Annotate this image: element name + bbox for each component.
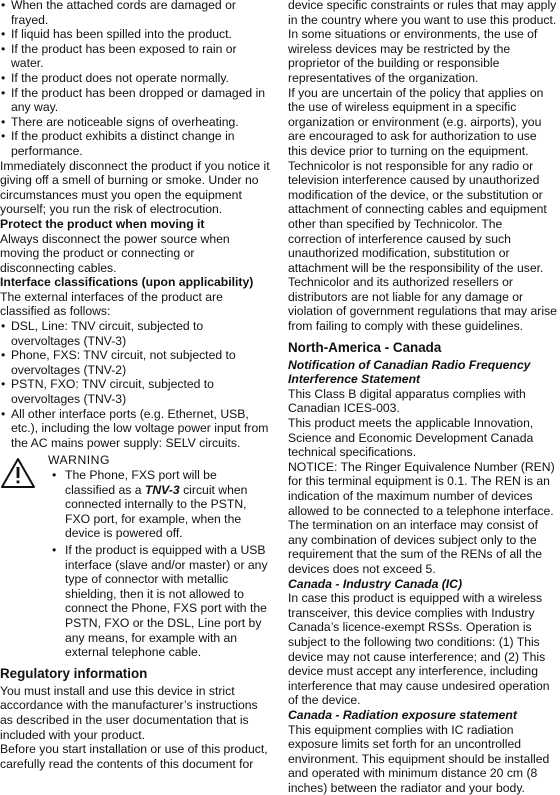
list-item: • If the product is equipped with a USB interface (slave and/or master) or any type of connector with metallic shielding, then it is not allowed to connect the Phone, FXS port with the PSTN, FXO or the DSL, Line port by any means, for example with an external telephone cable. xyxy=(46,543,270,660)
paragraph: NOTICE: The Ringer Equivalence Number (REN) for this terminal equipment is 0.1. The REN is an indication of the maximum number of devices allowed to be connected to a telephone interface. The termination on an interface may consist of any combination of devices subject only to the requirement that the sum of the RENs of all the devices does not exceed 5. xyxy=(288,460,558,577)
safety-conditions-list xyxy=(0,0,270,159)
north-america-heading: North-America - Canada xyxy=(288,340,558,356)
list-item: • There are noticeable signs of overheating. xyxy=(0,115,270,130)
list-item xyxy=(46,468,270,541)
interface-heading: Interface classifications (upon applicability) xyxy=(0,275,270,290)
paragraph: In case this product is equipped with a wireless transceiver, this device complies with Industry Canada’s licence-exempt RSSs. Operation is subject to the following two conditions: (1) This device may not cause interference; and (2) This device must accept any interference, including interference that may cause undesired operation of the device. xyxy=(288,591,558,708)
regulatory-heading: Regulatory information xyxy=(0,666,270,682)
paragraph: This equipment complies with IC radiation exposure limits set forth for an uncontrolled environment. This equipment should be installed and operated with minimum distance 20 cm (8 inches) between the radiator and your body. xyxy=(288,723,558,795)
list-item: • If the product has been exposed to rain or water. xyxy=(0,42,270,71)
paragraph: If you are uncertain of the policy that applies on the use of wireless equipment in a specific organization or environment (e.g. airports), you are encouraged to ask for authorization to use this device prior to turning on the equipment. xyxy=(288,86,558,159)
tnv-emphasis: TNV-3 xyxy=(145,483,180,497)
list-item: • If the product does not operate normally. xyxy=(0,71,270,86)
warning-list xyxy=(46,468,270,660)
list-item: • All other interface ports (e.g. Ethernet, USB, etc.), including the low voltage power input from the AC mains power supply: SELV circuits. xyxy=(0,407,270,451)
paragraph: This Class B digital apparatus complies with Canadian ICES-003. xyxy=(288,387,558,416)
interface-intro: The external interfaces of the product are classified as follows: xyxy=(0,290,270,319)
list-item: • Phone, FXS: TNV circuit, not subjected to overvoltages (TNV-2) xyxy=(0,348,270,377)
list-item: • DSL, Line: TNV circuit, subjected to overvoltages (TNV-3) xyxy=(0,319,270,348)
list-item: • PSTN, FXO: TNV circuit, subjected to overvoltages (TNV-3) xyxy=(0,377,270,406)
warning-title: WARNING xyxy=(48,453,270,468)
paragraph: In some situations or environments, the use of wireless devices may be restricted by the proprietor of the building or responsible representatives of the organization. xyxy=(288,27,558,85)
list-item: • If liquid has been spilled into the product. xyxy=(0,27,270,42)
warning-text: circuit when connected internally to the PSTN, FXO port, for example, when the device is powered off. xyxy=(65,483,247,541)
list-item: • When the attached cords are damaged or frayed. xyxy=(0,0,270,27)
paragraph: This product meets the applicable Innovation, Science and Economic Development Canada technical specifications. xyxy=(288,416,558,460)
regulatory-paragraph: Before you start installation or use of this product, carefully read the contents of this document for xyxy=(0,742,270,771)
right-column xyxy=(288,0,558,795)
notification-heading: Notification of Canadian Radio Frequency Interference Statement xyxy=(288,358,558,387)
industry-canada-heading: Canada - Industry Canada (IC) xyxy=(288,577,558,592)
left-column xyxy=(0,0,270,771)
interface-list xyxy=(0,319,270,450)
protect-heading: Protect the product when moving it xyxy=(0,217,270,232)
list-item: • If the product exhibits a distinct change in performance. xyxy=(0,129,270,158)
paragraph: device specific constraints or rules that may apply in the country where you want to use this product. xyxy=(288,0,558,27)
warning-text: The Phone, FXS port will be classified as a xyxy=(65,468,217,497)
list-item: • If the product has been dropped or damaged in any way. xyxy=(0,86,270,115)
paragraph: Technicolor is not responsible for any radio or television interference caused by unauthorized modification of the device, or the substitution or attachment of connecting cables and equipment other than specified by Technicolor. The correction of interference caused by such unauthorized modification, substitution or attachment will be the responsibility of the user. xyxy=(288,159,558,276)
protect-paragraph: Always disconnect the power source when moving the product or connecting or disconnecting cables. xyxy=(0,232,270,276)
paragraph: Technicolor and its authorized resellers or distributors are not liable for any damage or violation of government regulations that may arise from failing to comply with these guidelines. xyxy=(288,275,558,333)
radiation-heading: Canada - Radiation exposure statement xyxy=(288,708,558,723)
warning-block xyxy=(0,453,270,659)
regulatory-paragraph: You must install and use this device in strict accordance with the manufacturer’s instructions as described in the user documentation that is included with your product. xyxy=(0,684,270,742)
warning-triangle-icon xyxy=(0,457,36,489)
disconnect-paragraph: Immediately disconnect the product if you notice it giving off a smell of burning or smoke. Under no circumstances must you open the equipment yourself; you run the risk of electrocution. xyxy=(0,159,270,217)
